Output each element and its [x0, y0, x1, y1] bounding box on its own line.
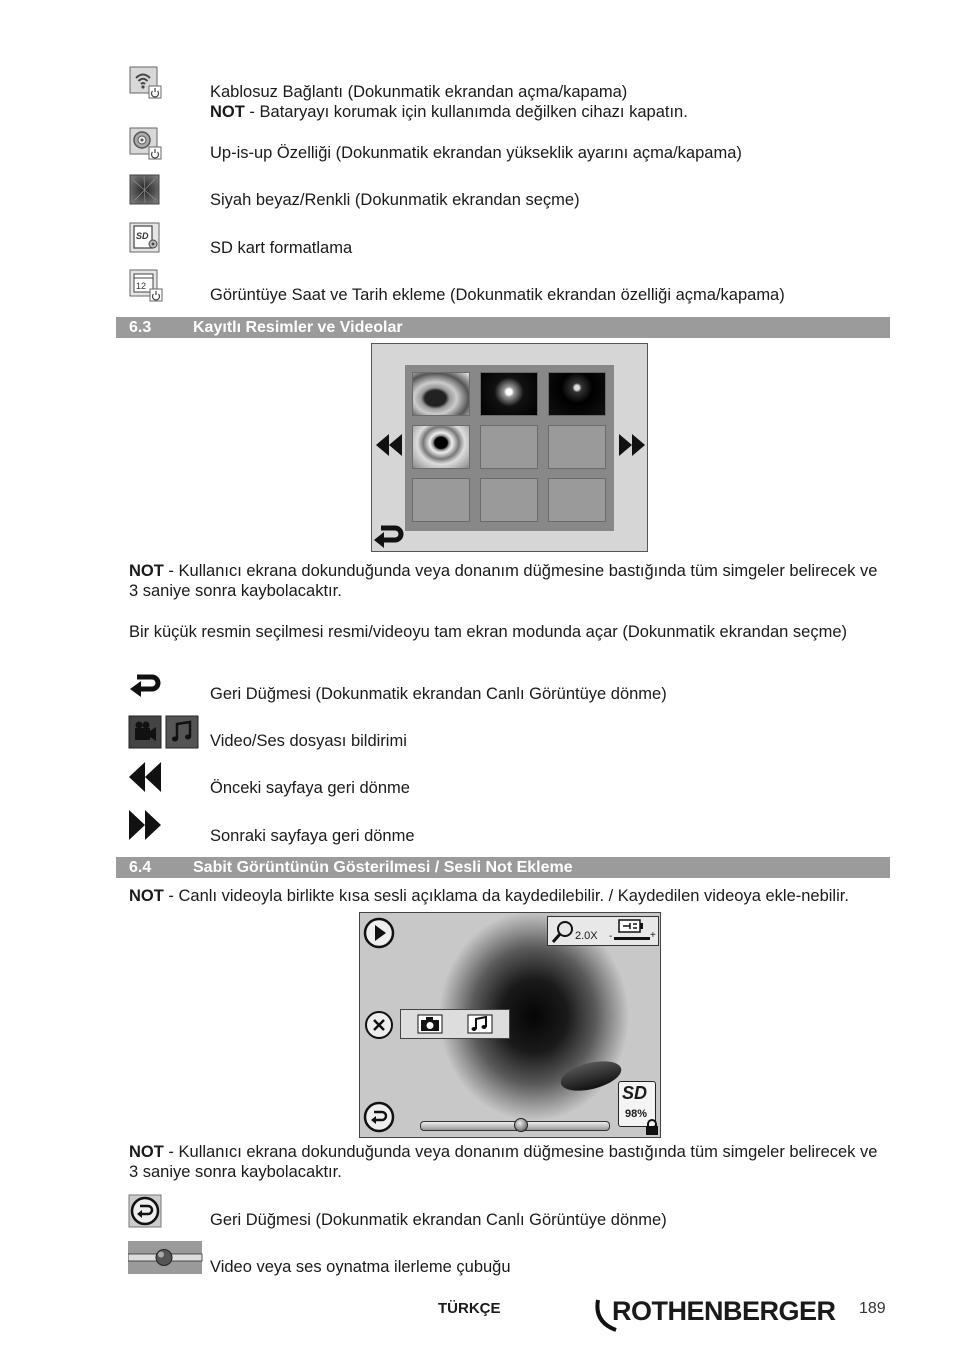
sd-percent: 98% [625, 1108, 648, 1120]
footer-language: TÜRKÇE [438, 1300, 501, 1317]
thumbnail-empty [548, 478, 606, 522]
section-header-6-4 [116, 857, 890, 878]
svg-text:SD: SD [136, 231, 149, 241]
close-icon[interactable] [363, 1009, 395, 1041]
svg-text:12: 12 [136, 281, 147, 291]
section-header-6-3 [116, 317, 890, 338]
play-icon[interactable] [362, 916, 396, 950]
object-in-pipe [558, 1056, 624, 1096]
video-audio-desc: Video/Ses dosyası bildirimi [210, 732, 407, 750]
note-paragraph-3 [129, 1142, 889, 1182]
zoom-icon [550, 919, 576, 945]
audio-file-icon [165, 715, 199, 754]
progress-track[interactable] [420, 1121, 610, 1131]
note-text: - Kullanıcı ekrana dokunduğunda veya donanım düğmesine bastığında tüm simgeler belirecek ve 3 saniye sonra kaybolacaktır. [129, 1143, 878, 1181]
note-paragraph-1 [129, 561, 889, 601]
thumbnail-empty [480, 425, 538, 469]
note-label: NOT [129, 887, 164, 905]
note-text: - Canlı videoyla birlikte kısa sesli açıklama da kaydedilebilir. / Kaydedilen videoya ekle-nebilir. [163, 887, 849, 905]
section-title: Sabit Görüntünün Gösterilmesi / Sesli Not Ekleme [193, 859, 573, 876]
fast-forward-icon[interactable] [618, 432, 646, 458]
progress-bar-desc: Video veya ses oynatma ilerleme çubuğu [210, 1258, 511, 1276]
rewind-icon[interactable] [375, 432, 403, 458]
back-arrow-icon[interactable] [373, 522, 405, 550]
wifi-icon [129, 66, 163, 105]
section-number: 6.4 [129, 859, 152, 876]
thumbnail-empty [548, 425, 606, 469]
color-mode-desc: Siyah beyaz/Renkli (Dokunmatik ekrandan seçme) [210, 191, 580, 209]
up-is-up-desc: Up-is-up Özelliği (Dokunmatik ekrandan yükseklik ayarını açma/kapama) [210, 144, 742, 162]
camera-icon[interactable] [417, 1014, 443, 1034]
thumbnail[interactable] [412, 372, 470, 416]
thumbnail[interactable] [412, 425, 470, 469]
thumbnail[interactable] [548, 372, 606, 416]
calendar-icon [129, 269, 165, 308]
note-label: NOT [210, 103, 245, 121]
capture-menu [400, 1009, 510, 1039]
sd-format-desc: SD kart formatlama [210, 239, 353, 257]
thumbnail[interactable] [480, 372, 538, 416]
back-desc: Geri Düğmesi (Dokunmatik ekrandan Canlı Görüntüye dönme) [210, 685, 667, 703]
back-circle-icon [128, 1194, 162, 1233]
note-text: - Bataryayı korumak için kullanımda değilken cihazı kapatın. [244, 103, 688, 121]
battery-plus: + [650, 930, 656, 941]
fast-forward-desc: Sonraki sayfaya geri dönme [210, 827, 415, 845]
gallery-screen-figure [371, 343, 648, 552]
sd-label: SD [622, 1083, 648, 1103]
section-title: Kayıtlı Resimler ve Videolar [193, 319, 403, 336]
progress-knob[interactable] [514, 1118, 528, 1132]
battery-minus: - [609, 931, 613, 942]
music-note-icon[interactable] [467, 1014, 493, 1034]
sd-format-icon [129, 222, 163, 261]
color-mode-icon [129, 174, 161, 211]
back-circle-desc: Geri Düğmesi (Dokunmatik ekrandan Canlı Görüntüye dönme) [210, 1211, 667, 1229]
playback-screen-figure [359, 912, 661, 1138]
thumbnail-grid [405, 365, 614, 531]
note-paragraph-2 [129, 886, 889, 906]
note-label: NOT [129, 562, 164, 580]
up-is-up-icon [129, 127, 163, 166]
brand-name: ROTHENBERGER [612, 1296, 836, 1326]
fast-forward-icon [128, 809, 162, 846]
wifi-note [210, 102, 688, 122]
section-number: 6.3 [129, 319, 152, 336]
thumbnail-empty [480, 478, 538, 522]
battery-level-bar [614, 937, 650, 940]
battery-icon [618, 919, 644, 933]
status-box [547, 916, 659, 946]
note-text: - Kullanıcı ekrana dokunduğunda veya donanım düğmesine bastığında tüm simgeler belirecek ve 3 saniye sonra kaybolacaktır. [129, 562, 878, 600]
thumbnail-empty [412, 478, 470, 522]
note-label: NOT [129, 1143, 164, 1161]
calendar-desc: Görüntüye Saat ve Tarih ekleme (Dokunmatik ekrandan özelliği açma/kapama) [210, 286, 785, 304]
page-number: 189 [859, 1300, 886, 1317]
back-arrow-icon [129, 671, 163, 706]
video-file-icon [128, 715, 162, 754]
lock-icon [645, 1119, 659, 1135]
progress-bar-icon [128, 1241, 204, 1280]
paragraph-thumbnail-select: Bir küçük resmin seçilmesi resmi/videoyu tam ekran modunda açar (Dokunmatik ekrandan seçme) [129, 623, 848, 641]
zoom-level: 2.0X [575, 930, 598, 942]
wifi-desc: Kablosuz Bağlantı (Dokunmatik ekrandan açma/kapama) [210, 83, 628, 101]
rewind-icon [128, 761, 162, 798]
back-circle-icon[interactable] [362, 1100, 396, 1134]
rewind-desc: Önceki sayfaya geri dönme [210, 779, 410, 797]
